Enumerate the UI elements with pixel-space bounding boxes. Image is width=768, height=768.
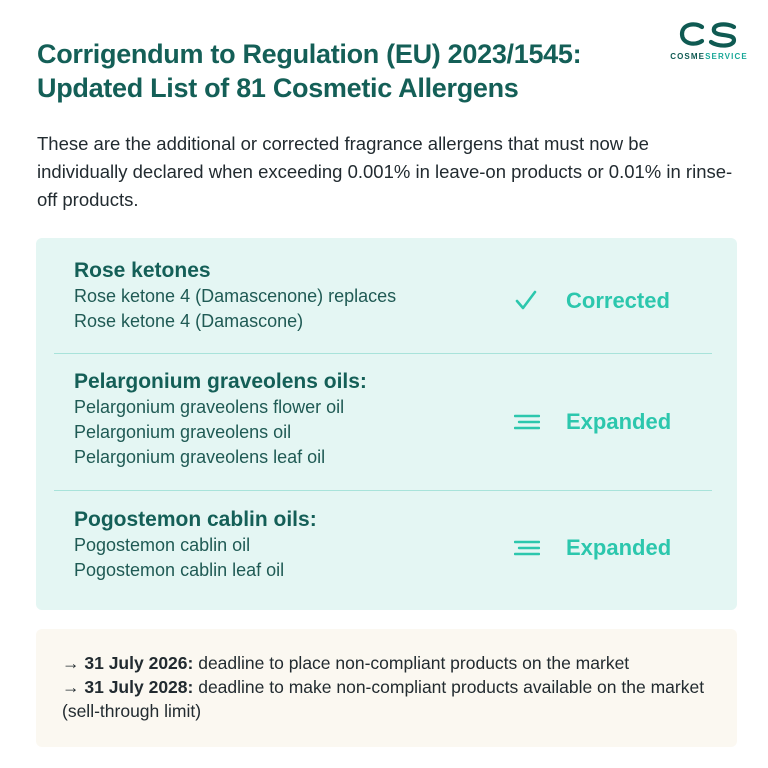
page-title: [37, 37, 657, 105]
status-label: Expanded: [566, 535, 672, 560]
brand-name-part1: COSME: [670, 52, 706, 61]
allergen-card: [36, 238, 737, 610]
deadline-arrow: →: [62, 677, 80, 697]
section-line: Pelargonium graveolens leaf oil: [74, 447, 326, 467]
check-icon: [514, 286, 554, 316]
section-line: Pelargonium graveolens flower oil: [74, 397, 345, 417]
deadline-date: 31 July 2026:: [84, 653, 194, 673]
cs-logo-mark-icon: [678, 20, 740, 50]
deadline-text: deadline to place non-compliant products on the market: [193, 653, 630, 673]
section-divider: [54, 353, 712, 354]
status-corrected: [514, 286, 714, 316]
deadline-date: 31 July 2028:: [84, 677, 194, 697]
deadline-item: [62, 651, 722, 675]
deadline-text: deadline to make non-compliant products available on the market (sell-through limit): [62, 677, 705, 721]
page-title-line1: Corrigendum to Regulation (EU) 2023/1545:: [37, 39, 582, 69]
section-line: Pogostemon cablin oil: [74, 535, 251, 555]
section-divider: [54, 490, 712, 491]
deadline-arrow: →: [62, 653, 80, 673]
section-line: Rose ketone 4 (Damascone): [74, 311, 304, 331]
status-expanded: [514, 407, 714, 437]
deadlines-box: [36, 629, 737, 747]
status-label: Expanded: [566, 409, 672, 434]
list-icon: [514, 533, 554, 563]
deadline-item: [62, 675, 722, 723]
intro-paragraph: These are the additional or corrected fragrance allergens that must now be individually declared when exceeding 0.001% in leave-on products or 0.01% in rinse-off products.: [37, 133, 733, 210]
status-expanded: [514, 533, 714, 563]
section-title: Rose ketones: [74, 259, 211, 282]
section-line: Rose ketone 4 (Damascenone) replaces: [74, 286, 397, 306]
section-title: Pogostemon cablin oils:: [74, 508, 317, 531]
section-line: Pelargonium graveolens oil: [74, 422, 292, 442]
brand-name: [664, 52, 754, 61]
section-line: Pogostemon cablin leaf oil: [74, 560, 285, 580]
section-title: Pelargonium graveolens oils:: [74, 370, 367, 393]
page-title-line2: Updated List of 81 Cosmetic Allergens: [37, 73, 519, 103]
brand-logo: [664, 20, 754, 61]
brand-name-part2: SERVICE: [705, 52, 748, 61]
status-label: Corrected: [566, 288, 670, 313]
list-icon: [514, 407, 554, 437]
